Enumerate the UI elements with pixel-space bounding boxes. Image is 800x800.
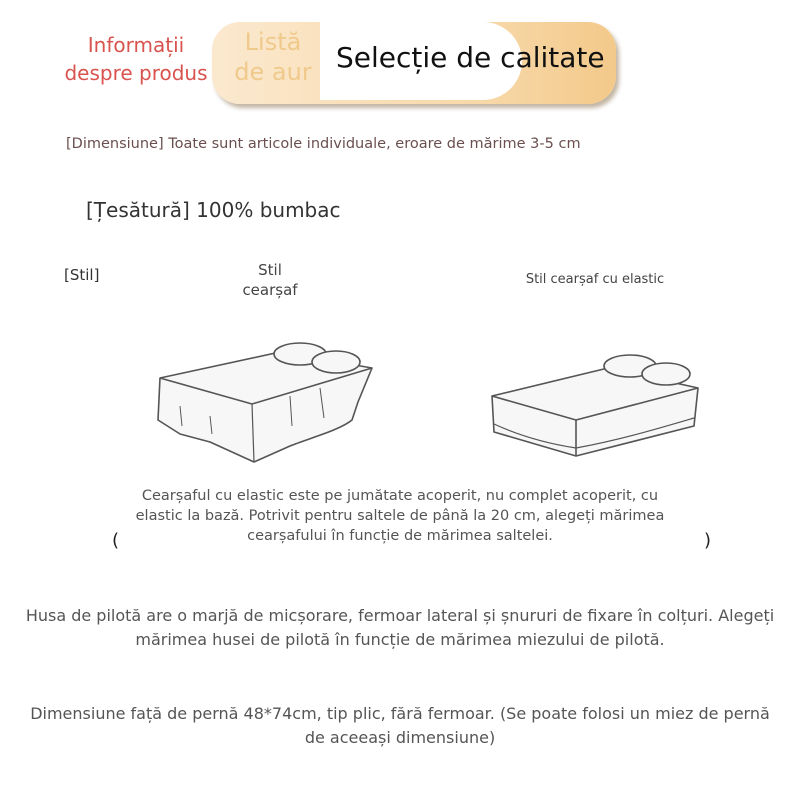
tab-quality-selection[interactable]: Selecție de calitate bbox=[336, 41, 605, 74]
paren-left: ( bbox=[112, 530, 120, 551]
fitted-sheet-note: Cearșaful cu elastic este pe jumătate acoperit, nu complet acoperit, cu elastic la bază. Potrivit pentru saltele de până la 20 cm, alegeți mărimea cearșafului în funcție de mărimea saltelei. bbox=[135, 488, 665, 544]
duvet-cover-note: Husa de pilotă are o marjă de micșorare, fermoar lateral și șnururi de fixare în colțuri. Alegeți mărimea husei de pilotă în funcție de mărimea miezului de pilotă. bbox=[25, 606, 775, 649]
style-label: [Stil] bbox=[64, 266, 100, 284]
style-flat-sheet-label: Stil cearșaf bbox=[242, 261, 298, 299]
dimension-spec: [Dimensiune] Toate sunt articole individuale, eroare de mărime 3-5 cm bbox=[66, 136, 581, 152]
fabric-spec: [Țesătură] 100% bumbac bbox=[86, 198, 341, 222]
pillowcase-note: Dimensiune față de pernă 48*74cm, tip plic, fără fermoar. (Se poate folosi un miez de pernă de aceeași dimensiune) bbox=[30, 704, 770, 747]
tab-product-info[interactable]: Informații despre produs bbox=[64, 33, 208, 85]
fitted-sheet-bed-icon bbox=[480, 340, 710, 470]
paren-right: ) bbox=[704, 530, 712, 551]
tab-gold-list[interactable]: Listă de aur bbox=[234, 28, 312, 86]
style-fitted-sheet-label: Stil cearșaf cu elastic bbox=[525, 272, 665, 287]
flat-sheet-bed-icon bbox=[140, 330, 390, 480]
